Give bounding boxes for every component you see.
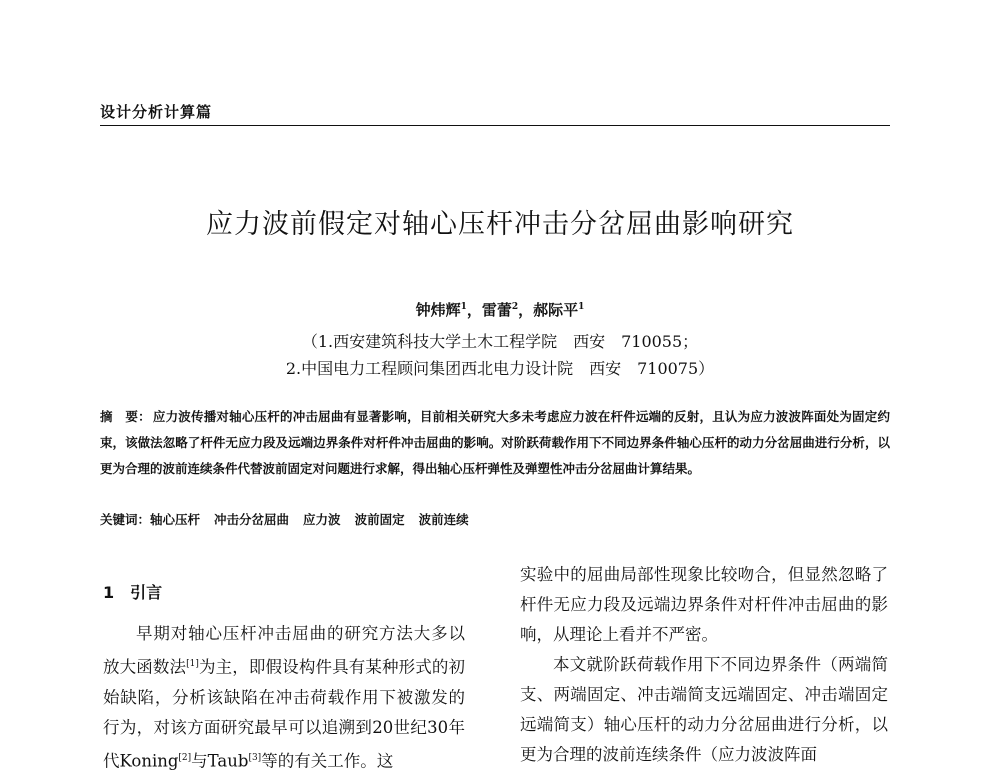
body-text: 为主，即假设构件具有某种形式的初始缺陷，分析该缺陷在冲击荷载作用下被激发的行为，对该方面研究最早可以追溯到20世纪30年代Koning (103, 657, 466, 770)
body-column-right (520, 560, 888, 770)
paper-title: 应力波前假定对轴心压杆冲击分岔屈曲影响研究 (206, 209, 794, 240)
keywords-label: 关键词： (100, 512, 151, 527)
body-column-left (103, 619, 465, 776)
body-paragraph: 本文就阶跃荷载作用下不同边界条件（两端简支、两端固定、冲击端简支远端固定、冲击端固定远端简支）轴心压杆的动力分岔屈曲进行分析，以更为合理的波前连续条件（应力波波阵面 (520, 655, 888, 764)
affiliation-1: （1.西安建筑科技大学土木工程学院 西安 710055； (301, 332, 699, 351)
author-affiliation-mark: 1 (460, 302, 467, 312)
header-rule (100, 125, 890, 126)
keyword: 波前固定 (354, 512, 405, 527)
author-affiliation-mark: 1 (578, 302, 585, 312)
author-affiliation-mark: 2 (511, 302, 519, 312)
author-list: 钟炜辉$^1$，雷蕾$^2$，郝际平$^1$ (415, 301, 585, 319)
citation-ref: [1] (186, 659, 199, 669)
keywords (100, 510, 890, 528)
journal-section-header: 设计分析计算篇 (100, 103, 213, 121)
abstract (100, 404, 890, 482)
keyword: 应力波 (303, 512, 341, 527)
body-text: 与Taub (191, 751, 249, 770)
keyword: 冲击分岔屈曲 (214, 512, 290, 527)
body-text: 早期对轴心压杆冲击屈曲的研究方法大多以放大函数法 (103, 624, 465, 677)
citation-ref: [2] (178, 752, 192, 763)
keyword: 波前连续 (418, 512, 469, 527)
abstract-label: 摘 要： (100, 409, 151, 424)
section-heading-introduction: 1 引言 (103, 583, 163, 602)
author-name: 郝际平 (533, 301, 579, 319)
citation-ref: [3] (248, 752, 262, 763)
author-name: 钟炜辉 (415, 301, 461, 319)
body-paragraph: 实验中的屈曲局部性现象比较吻合，但显然忽略了杆件无应力段及远端边界条件对杆件冲击屈曲的影响，从理论上看并不严密。 (520, 565, 888, 644)
body-paragraph (103, 619, 465, 776)
author-name: 雷蕾 (481, 301, 512, 319)
keyword: 轴心压杆 (150, 512, 201, 527)
abstract-text: 应力波传播对轴心压杆的冲击屈曲有显著影响，目前相关研究大多未考虑应力波在杆件远端的反射，且认为应力波波阵面处为固定约束，该做法忽略了杆件无应力段及远端边界条件对杆件冲击屈曲的影响。对阶跃荷载作用下不同边界条件轴心压杆的动力分岔屈曲进行分析，以更为合理的波前连续条件代替波前固定对问题进行求解，得出轴心压杆弹性及弹塑性冲击分岔屈曲计算结果。 (100, 409, 890, 476)
body-text: 等的有关工作。这 (261, 751, 394, 770)
affiliation-2: 2.中国电力工程顾问集团西北电力设计院 西安 710075） (285, 359, 715, 378)
